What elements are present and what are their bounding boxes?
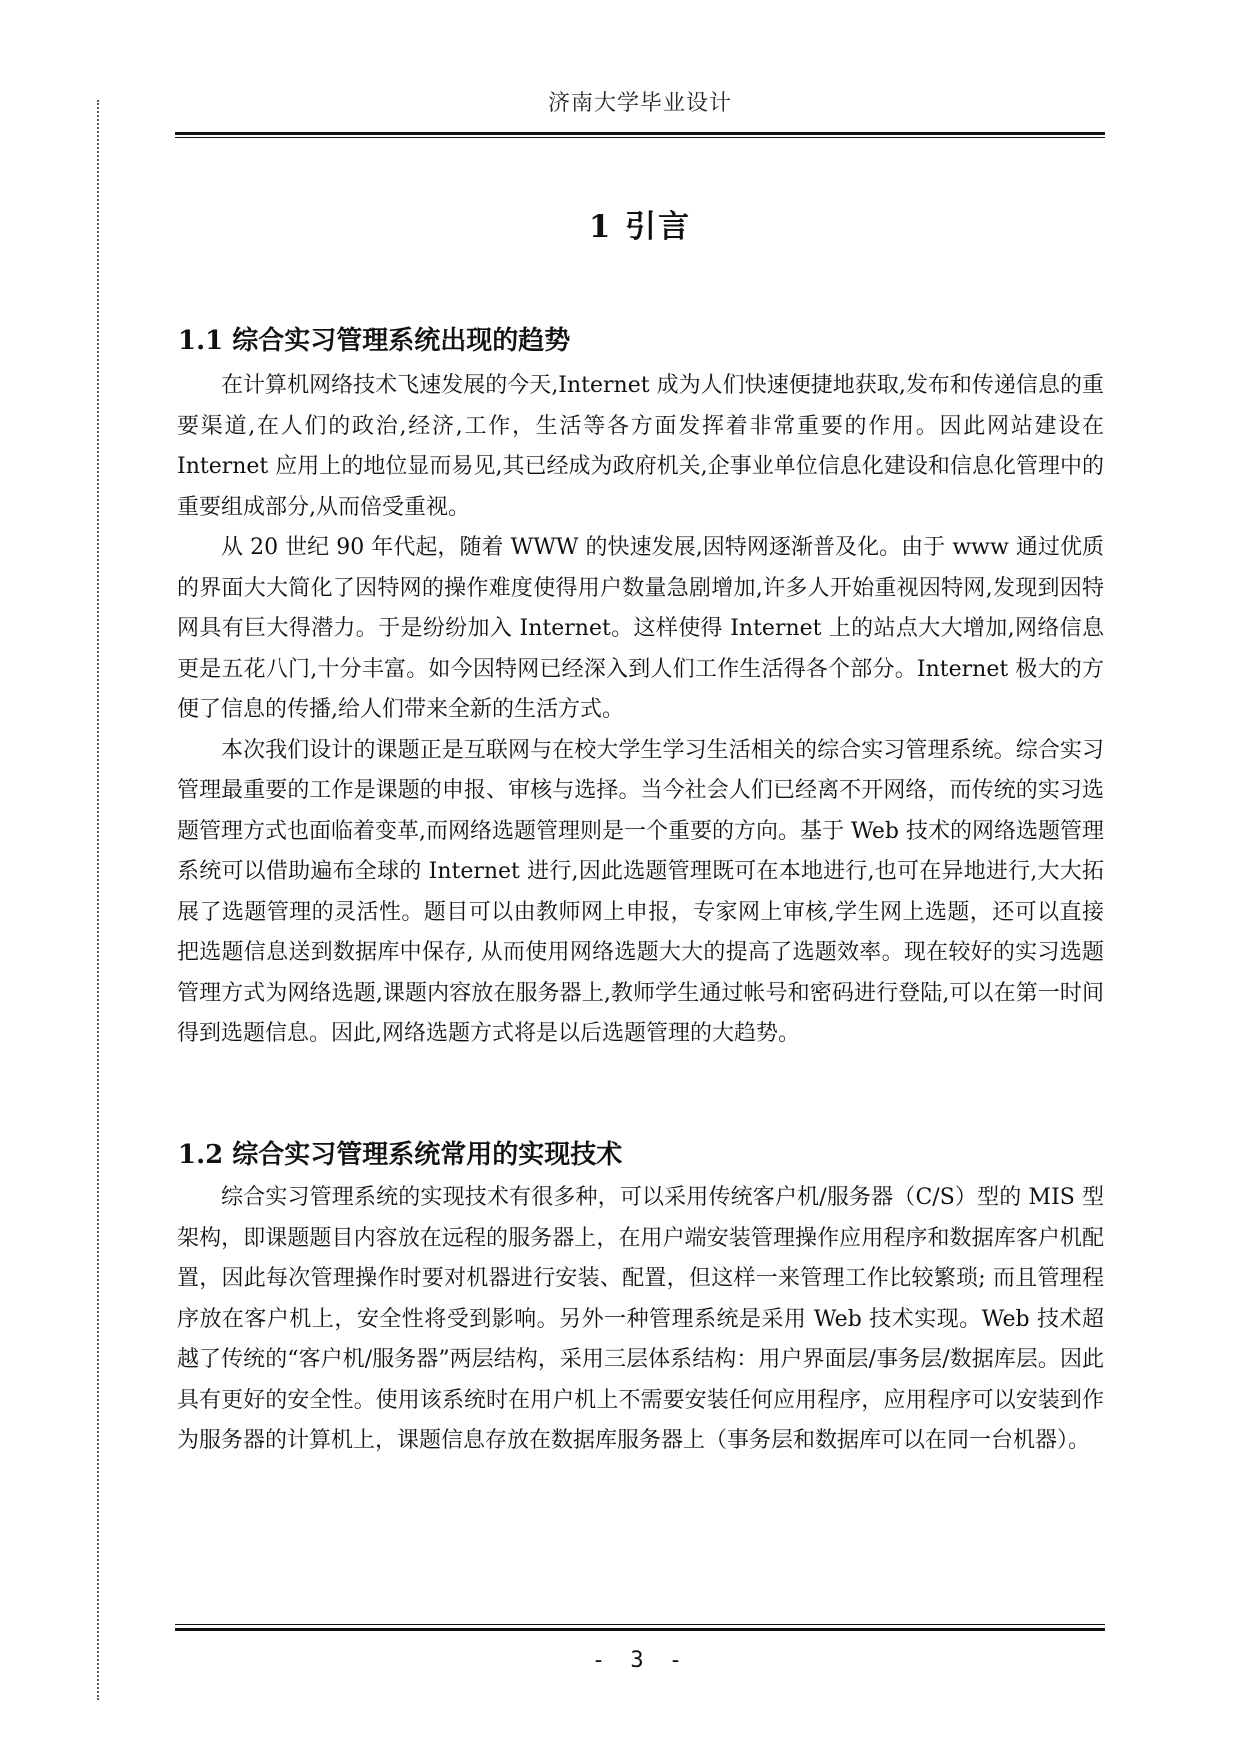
section-heading-1-2 <box>178 1134 1108 1171</box>
footer-rule-thick <box>175 1628 1105 1631</box>
section-number: 1.1 <box>178 326 224 356</box>
section-number: 1.2 <box>178 1140 224 1170</box>
binding-margin-line <box>97 100 99 1700</box>
section-heading-1-1 <box>178 320 1108 357</box>
section-1-2-body <box>177 1178 1104 1462</box>
header-rule <box>175 132 1105 135</box>
paragraph: 在计算机网络技术飞速发展的今天,Internet 成为人们快速便捷地获取,发布和传递信息的重要渠道,在人们的政治,经济,工作，生活等各方面发挥着非常重要的作用。因此网站建设在 Internet 应用上的地位显而易见,其已经成为政府机关,企事业单位信息化建设和信息化管理中的重要组成部分,从而倍受重视。 <box>177 373 1104 520</box>
paragraph: 从 20 世纪 90 年代起，随着 WWW 的快速发展,因特网逐渐普及化。由于 www 通过优质的界面大大简化了因特网的操作难度使得用户数量急剧增加,许多人开始重视因特网,发现到因特网具有巨大得潜力。于是纷纷加入 Internet。这样使得 Internet 上的站点大大增加,网络信息更是五花八门,十分丰富。如今因特网已经深入到人们工作生活得各个部分。Internet 极大的方便了信息的传播,给人们带来全新的生活方式。 <box>177 535 1104 722</box>
paragraph: 本次我们设计的课题正是互联网与在校大学生学习生活相关的综合实习管理系统。综合实习管理最重要的工作是课题的申报、审核与选择。当今社会人们已经离不开网络，而传统的实习选题管理方式也面临着变革,而网络选题管理则是一个重要的方向。基于 Web 技术的网络选题管理系统可以借助遍布全球的 Internet 进行,因此选题管理既可在本地进行,也可在异地进行,大大拓展了选题管理的灵活性。题目可以由教师网上申报，专家网上审核,学生网上选题，还可以直接把选题信息送到数据库中保存, 从而使用网络选题大大的提高了选题效率。现在较好的实习选题管理方式为网络选题,课题内容放在服务器上,教师学生通过帐号和密码进行登陆,可以在第一时间得到选题信息。因此,网络选题方式将是以后选题管理的大趋势。 <box>177 737 1104 1046</box>
chapter-title: 1 引言 <box>588 209 692 245</box>
section-title-text: 综合实习管理系统常用的实现技术 <box>232 1140 623 1170</box>
paragraph: 综合实习管理系统的实现技术有很多种，可以采用传统客户机/服务器（C/S）型的 MIS 型架构，即课题题目内容放在远程的服务器上，在用户端安装管理操作应用程序和数据库客户机配置，因此每次管理操作时要对机器进行安装、配置，但这样一来管理工作比较繁琐; 而且管理程序放在客户机上，安全性将受到影响。另外一种管理系统是采用 Web 技术实现。Web 技术超越了传统的“客户机/服务器”两层结构，采用三层体系结构：用户界面层/事务层/数据库层。因此具有更好的安全性。使用该系统时在用户机上不需要安装任何应用程序，应用程序可以安装到作为服务器的计算机上，课题信息存放在数据库服务器上（事务层和数据库可以在同一台机器）。 <box>177 1185 1104 1453</box>
running-header: 济南大学毕业设计 <box>547 91 732 116</box>
section-1-1-body <box>177 366 1104 1055</box>
page-number: - 3 - <box>591 1648 689 1673</box>
footer-rule <box>175 1624 1105 1625</box>
header-rule-thin <box>175 137 1105 138</box>
section-title-text: 综合实习管理系统出现的趋势 <box>232 326 571 356</box>
